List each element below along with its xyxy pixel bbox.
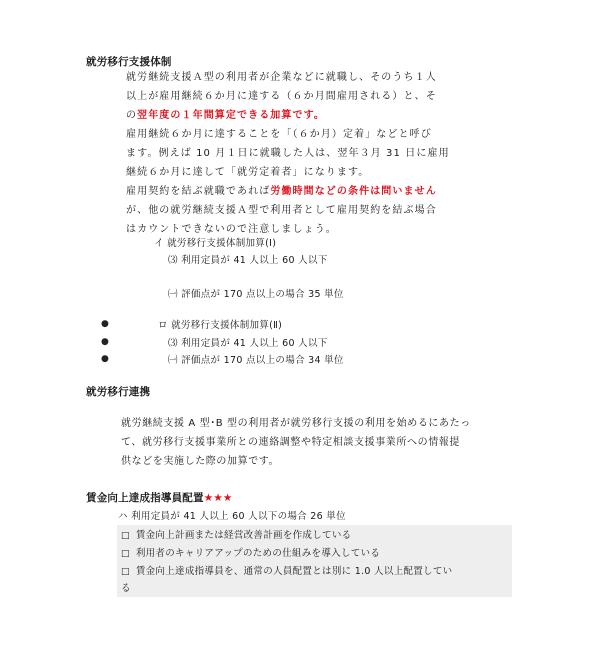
item-addition-2: ロ 就労移行支援体制加算(Ⅱ) bbox=[158, 320, 283, 331]
item-wage-capacity: ハ 利用定員が 41 人以上 60 人以下の場合 26 単位 bbox=[118, 511, 346, 522]
item-score: ㈠ 評価点が 170 点以上の場合 35 単位 bbox=[168, 289, 344, 300]
section1-paragraph bbox=[126, 68, 450, 239]
bullet-icon: ● bbox=[101, 319, 109, 329]
checkbox-icon: □ bbox=[121, 549, 130, 559]
bullet-icon: ● bbox=[101, 354, 109, 364]
paragraph-line: 雇用継続６か月に達することを「（６か月）定着」などと呼び bbox=[126, 129, 432, 140]
bullet-icon: ● bbox=[101, 337, 109, 347]
paragraph-line: 雇用契約を結ぶ就職であれば労働時間などの条件は問いません bbox=[126, 186, 437, 197]
checkbox-icon: □ bbox=[121, 567, 130, 577]
paragraph-line: 供などを実施した際の加算です。 bbox=[121, 456, 280, 467]
paragraph-line: はカウントできないので注意しましょう。 bbox=[126, 224, 337, 235]
checklist-item: □ 賃金向上達成指導員を、通常の人員配置とは別に 1.0 人以上配置してい bbox=[121, 566, 453, 577]
item-capacity: ⑶ 利用定員が 41 人以上 60 人以下 bbox=[168, 255, 328, 266]
checklist-item-continuation: る bbox=[121, 583, 131, 594]
star-rating-icon: ★★★ bbox=[203, 492, 233, 504]
checklist-item: □ 賃金向上計画または経営改善計画を作成している bbox=[121, 530, 352, 541]
section-title-transition-support: 就労移行支援体制 bbox=[86, 56, 172, 68]
paragraph-line: の翌年度の１年間算定できる加算です。 bbox=[126, 110, 326, 121]
section2-paragraph bbox=[121, 414, 471, 471]
paragraph-line: 継続６か月に達して「就労定着者」になります。 bbox=[126, 167, 370, 178]
checkbox-icon: □ bbox=[121, 531, 130, 541]
paragraph-line: 就労継続支援Ａ型の利用者が企業などに就職し、そのうち１人 bbox=[126, 72, 437, 83]
paragraph-line: 以上が雇用継続６か月に達する（６か月間雇用される）と、そ bbox=[126, 91, 437, 102]
highlight-text: 労働時間などの条件は問いません bbox=[270, 186, 437, 197]
paragraph-line: ます。例えば 10 月１日に就職した人は、翌年３月 31 日に雇用 bbox=[126, 148, 450, 159]
item-addition-1: イ 就労移行支援体制加算(Ⅰ) bbox=[154, 238, 277, 249]
highlight-text: 翌年度の１年間算定できる加算です。 bbox=[137, 110, 326, 121]
section-title-wage-instructor: 賃金向上達成指導員配置★★★ bbox=[86, 492, 233, 504]
paragraph-line: 就労継続支援 A 型･B 型の利用者が就労移行支援の利用を始めるにあたっ bbox=[121, 418, 471, 429]
paragraph-line: が、他の就労継続支援Ａ型で利用者として雇用契約を結ぶ場合 bbox=[126, 205, 437, 216]
item-score: ㈠ 評価点が 170 点以上の場合 34 単位 bbox=[168, 355, 344, 366]
item-capacity: ⑶ 利用定員が 41 人以上 60 人以下 bbox=[168, 338, 328, 349]
checklist-item: □ 利用者のキャリアアップのための仕組みを導入している bbox=[121, 548, 381, 559]
paragraph-line: て、就労移行支援事業所との連絡調整や特定相談支援事業所への情報提 bbox=[121, 437, 460, 448]
section-title-transition-link: 就労移行連携 bbox=[86, 386, 151, 398]
